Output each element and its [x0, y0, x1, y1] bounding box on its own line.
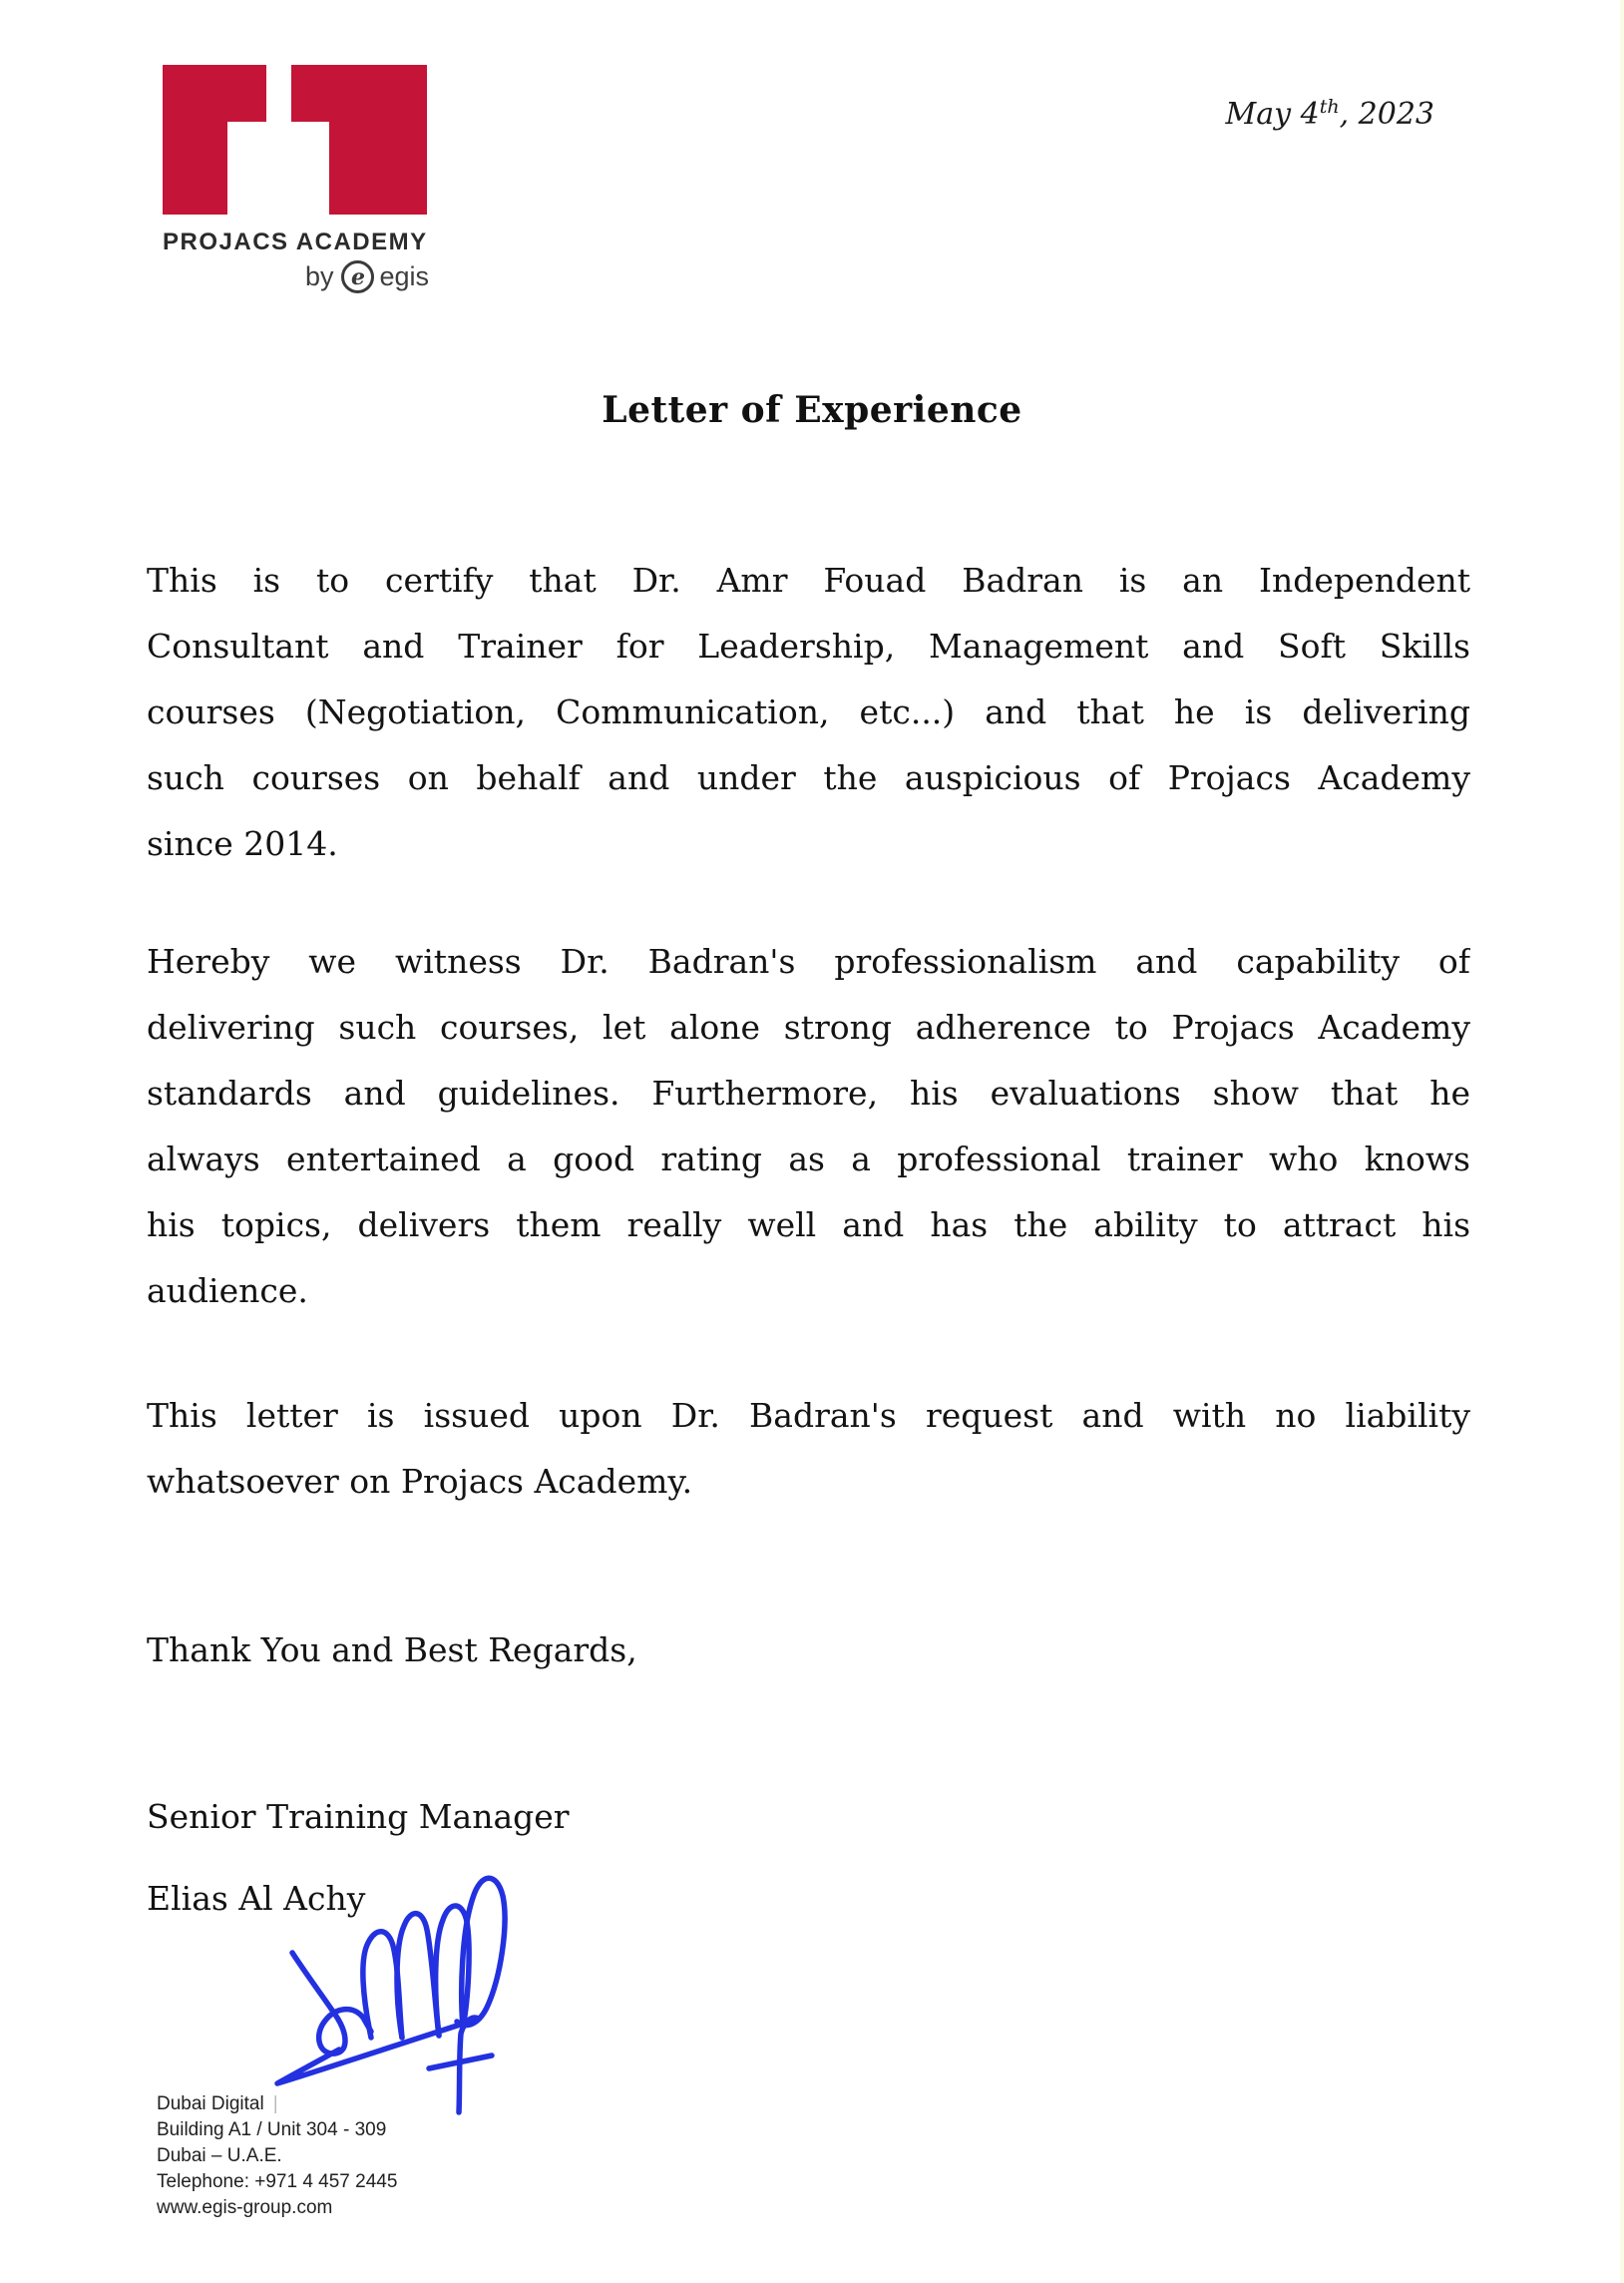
footer-partial-glyph: | — [272, 2093, 278, 2114]
body-line: since 2014. — [147, 824, 338, 863]
date-prefix: May 4 — [1225, 97, 1320, 132]
paragraph-2 — [147, 929, 1470, 1324]
footer-line — [157, 2091, 397, 2117]
footer-address — [157, 2091, 397, 2221]
body-line: whatsoever on Projacs Academy. — [147, 1462, 693, 1501]
page-edge-shadow — [1620, 0, 1624, 2283]
byline-prefix: by — [304, 261, 334, 291]
body-line: courses (Negotiation, Communication, etc...) and that he is delivering — [147, 692, 1470, 731]
body-line: audience. — [147, 1271, 308, 1310]
body-line: always entertained a good rating as a professional trainer who knows — [147, 1140, 1470, 1178]
body-line: Consultant and Trainer for Leadership, Management and Soft Skills — [147, 627, 1470, 666]
letter-date — [1226, 96, 1434, 132]
body-line: his topics, delivers them really well and has the ability to attract his — [147, 1205, 1470, 1244]
footer-line-text: Dubai Digital — [157, 2093, 264, 2114]
signer-role: Senior Training Manager — [147, 1797, 570, 1836]
footer-line: Telephone: +971 4 457 2445 — [157, 2171, 398, 2192]
body-line: such courses on behalf and under the auspicious of Projacs Academy — [147, 758, 1470, 797]
footer-line: Dubai – U.A.E. — [157, 2145, 282, 2166]
egis-e-glyph: e — [350, 263, 365, 290]
paragraph-3 — [147, 1383, 1470, 1515]
body-line: standards and guidelines. Furthermore, his evaluations show that he — [147, 1074, 1470, 1113]
date-ordinal: th — [1319, 96, 1340, 118]
body-line: delivering such courses, let alone strong adherence to Projacs Academy — [147, 1008, 1470, 1047]
egis-logo-icon — [341, 260, 374, 293]
projacs-logo — [163, 65, 429, 293]
footer-line: Building A1 / Unit 304 - 309 — [157, 2119, 387, 2140]
body-line: This is to certify that Dr. Amr Fouad Badran is an Independent — [147, 561, 1470, 600]
closing-thanks: Thank You and Best Regards, — [147, 1630, 637, 1669]
body-line: Hereby we witness Dr. Badran's professionalism and capability of — [147, 942, 1470, 981]
signer-name: Elias Al Achy — [147, 1879, 366, 1918]
letter-title: Letter of Experience — [602, 389, 1022, 431]
byline-brand: egis — [379, 261, 429, 291]
byline — [163, 260, 429, 293]
paragraph-1 — [147, 548, 1470, 877]
brand-name: PROJACS ACADEMY — [163, 228, 428, 255]
footer-line: www.egis-group.com — [157, 2197, 333, 2218]
date-suffix: , 2023 — [1339, 97, 1434, 132]
projacs-logo-mark — [163, 65, 429, 217]
body-line: This letter is issued upon Dr. Badran's request and with no liability — [147, 1396, 1470, 1435]
